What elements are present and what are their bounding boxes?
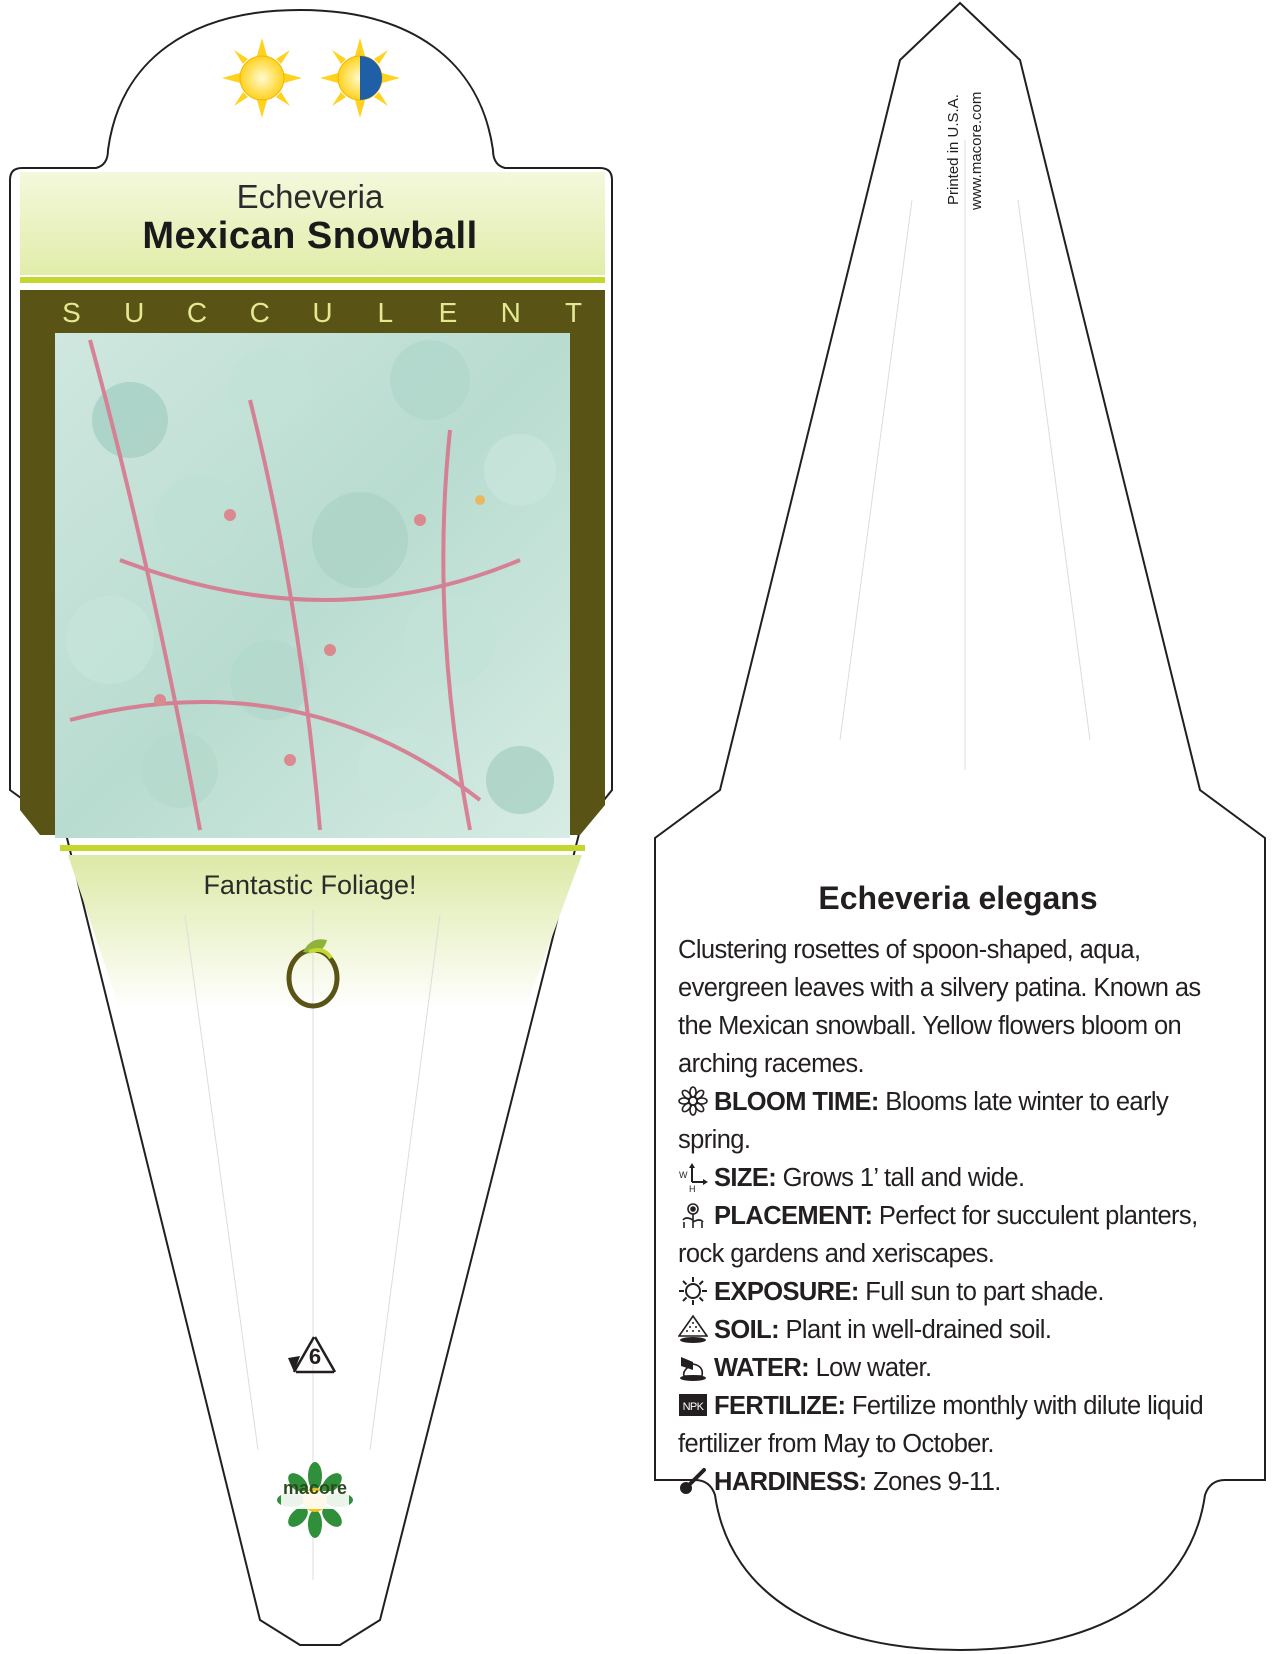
- attribute-text: Perfect for succulent planters, rock gardens and xeriscapes.: [678, 1202, 1198, 1268]
- category-letter: U: [312, 297, 334, 328]
- npk-icon: [678, 1390, 708, 1420]
- attribute-label: PLACEMENT:: [714, 1202, 873, 1230]
- soil-icon: [678, 1314, 708, 1344]
- attribute-hardiness: [678, 1463, 1238, 1501]
- attribute-size: [678, 1159, 1238, 1197]
- attribute-text: Zones 9-11.: [866, 1468, 1001, 1496]
- attribute-label: SOIL:: [714, 1316, 779, 1344]
- part-shade-icon: [320, 38, 400, 118]
- recycle-number: 6: [308, 1344, 322, 1369]
- attribute-water: [678, 1349, 1238, 1387]
- category-letter: T: [564, 297, 584, 328]
- category-label: [58, 297, 588, 329]
- attribute-bloom-time: [678, 1083, 1238, 1159]
- website-url: www.macore.com: [968, 91, 985, 210]
- attribute-label: SIZE:: [714, 1164, 777, 1192]
- svg-text:H: H: [689, 1184, 695, 1192]
- attribute-text: Plant in well-drained soil.: [779, 1316, 1052, 1344]
- attribute-label: HARDINESS:: [714, 1468, 867, 1496]
- attribute-label: WATER:: [714, 1354, 810, 1382]
- category-letter: E: [438, 297, 459, 328]
- attribute-label: FERTILIZE:: [714, 1392, 846, 1420]
- category-letter: U: [124, 297, 146, 328]
- size-icon: [678, 1162, 708, 1192]
- svg-text:NPK: NPK: [682, 1401, 704, 1413]
- attribute-exposure: [678, 1273, 1238, 1311]
- watering-can-icon: [678, 1352, 708, 1382]
- category-letter: C: [186, 297, 209, 328]
- sun-icon: [678, 1276, 708, 1306]
- attribute-text: Full sun to part shade.: [858, 1278, 1104, 1306]
- attribute-text: Blooms late winter to early spring.: [678, 1088, 1169, 1154]
- scientific-name: Echeveria elegans: [818, 880, 1098, 916]
- plants-icon: [678, 1200, 708, 1230]
- flower-icon: [678, 1086, 708, 1116]
- attribute-label: EXPOSURE:: [714, 1278, 859, 1306]
- care-info: [678, 880, 1238, 1501]
- attribute-fertilize: [678, 1387, 1238, 1463]
- genus-name: Echeveria: [236, 178, 384, 215]
- attribute-soil: [678, 1311, 1238, 1349]
- category-letter: L: [377, 297, 395, 328]
- category-letter: N: [500, 297, 522, 328]
- attribute-text: Grows 1’ tall and wide.: [776, 1164, 1025, 1192]
- attribute-placement: [678, 1197, 1238, 1273]
- attribute-text: Low water.: [809, 1354, 932, 1382]
- full-sun-icon: [222, 38, 302, 118]
- attribute-text: Fertilize monthly with dilute liquid fertilizer from May to October.: [678, 1392, 1204, 1458]
- plant-description: Clustering rosettes of spoon-shaped, aqua, evergreen leaves with a silvery patina. Known as the Mexican snowball. Yellow flowers bloom on arching racemes.: [678, 936, 1201, 1078]
- cultivar-name: Mexican Snowball: [142, 215, 478, 257]
- category-letter: S: [62, 297, 82, 328]
- attribute-label: BLOOM TIME:: [714, 1088, 879, 1116]
- svg-text:W: W: [679, 1170, 687, 1180]
- printed-in-usa: Printed in U.S.A.: [945, 94, 962, 205]
- category-letter: C: [249, 297, 271, 328]
- tagline: Fantastic Foliage!: [203, 870, 417, 900]
- thermometer-icon: [678, 1466, 708, 1496]
- brand-name: macore: [282, 1478, 348, 1498]
